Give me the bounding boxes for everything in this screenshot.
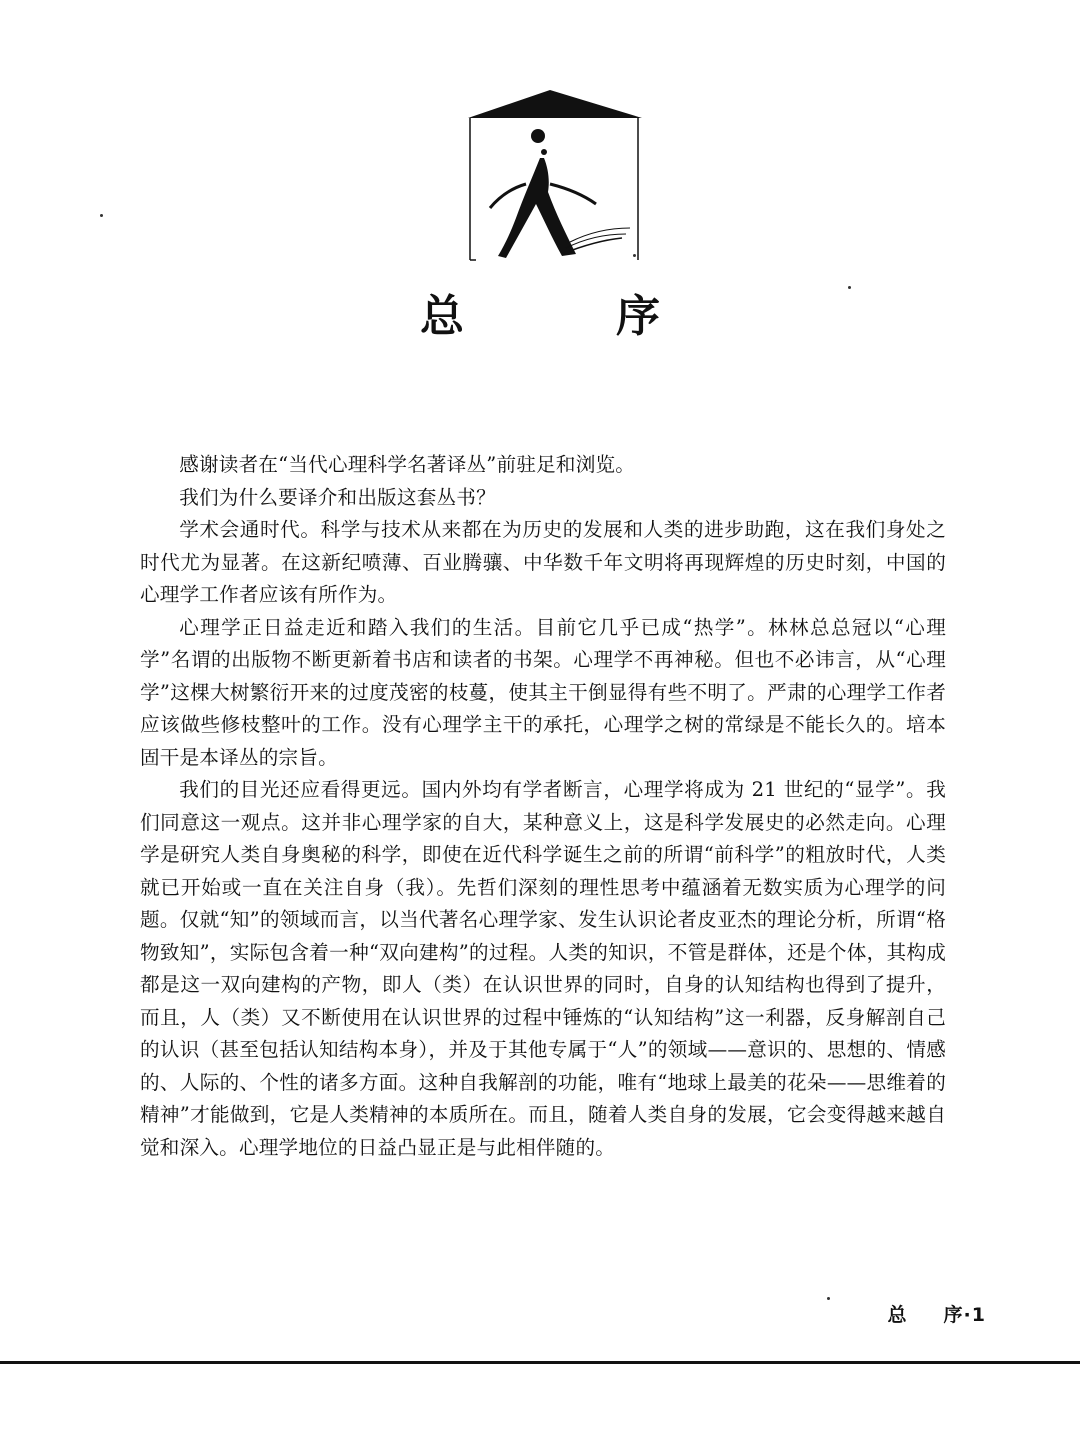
paragraph-2: 我们为什么要译介和出版这套丛书？ <box>179 485 496 509</box>
bottom-rule <box>0 1361 1080 1364</box>
series-emblem-figure <box>466 88 642 264</box>
page-title <box>420 282 660 352</box>
footer-char-zong: 总 <box>887 1304 908 1326</box>
preface-body <box>140 449 946 1164</box>
paragraph-5: 我们的目光还应看得更远。国内外均有学者断言，心理学将成为 21 世纪的“显学”。我们同意这一观点。这并非心理学家的自大，某种意义上，这是科学发展史的必然走向。心理学是研究人类自身奥秘的科学，即使在近代科学诞生之前的所谓“前科学”的粗放时代，人类就已开始或一直在关注自身（我）。先哲们深刻的理性思考中蕴涵着无数实质为心理学的问题。仅就“知”的领域而言，以当代著名心理学家、发生认识论者皮亚杰的理论分析，所谓“格物致知”，实际包含着一种“双向建构”的过程。人类的知识，不管是群体，还是个体，其构成都是这一双向建构的产物，即人（类）在认识世界的同时，自身的认知结构也得到了提升，而且，人（类）又不断使用在认识世界的过程中锤炼的“认知结构”这一利器，反身解剖自己的认识（甚至包括认知结构本身），并及于其他专属于“人”的领域——意识的、思想的、情感的、人际的、个性的诸多方面。这种自我解剖的功能，唯有“地球上最美的花朵——思维着的精神”才能做到，它是人类精神的本质所在。而且，随着人类自身的发展，它会变得越来越自觉和深入。心理学地位的日益凸显正是与此相伴随的。 <box>140 778 946 1159</box>
page-number: ·1 <box>963 1304 986 1326</box>
scan-speck <box>827 1297 830 1300</box>
paragraph-3: 学术会通时代。科学与技术从来都在为历史的发展和人类的进步助跑，这在我们身处之时代尤为显著。在这新纪喷薄、百业腾骧、中华数千年文明将再现辉煌的历史时刻，中国的心理学工作者应该有所作为。 <box>140 518 946 606</box>
figure-illustration-icon <box>466 88 642 264</box>
scan-speck <box>848 286 851 289</box>
paragraph-1: 感谢读者在“当代心理科学名著译丛”前驻足和浏览。 <box>179 453 636 476</box>
title-char-zong: 总 <box>420 291 464 342</box>
paragraph-4: 心理学正日益走近和踏入我们的生活。目前它几乎已成“热学”。林林总总冠以“心理学”名谓的出版物不断更新着书店和读者的书架。心理学不再神秘。但也不必讳言，从“心理学”这棵大树繁衍开来的过度茂密的枝蔓，使其主干倒显得有些不明了。严肃的心理学工作者应该做些修枝整叶的工作。没有心理学主干的承托，心理学之树的常绿是不能长久的。培本固干是本译丛的宗旨。 <box>140 615 946 769</box>
page-footer <box>888 1300 986 1327</box>
scan-speck <box>100 214 103 217</box>
scan-speck <box>633 254 636 257</box>
title-char-xu: 序 <box>616 291 660 342</box>
footer-char-xu: 序 <box>943 1304 964 1326</box>
